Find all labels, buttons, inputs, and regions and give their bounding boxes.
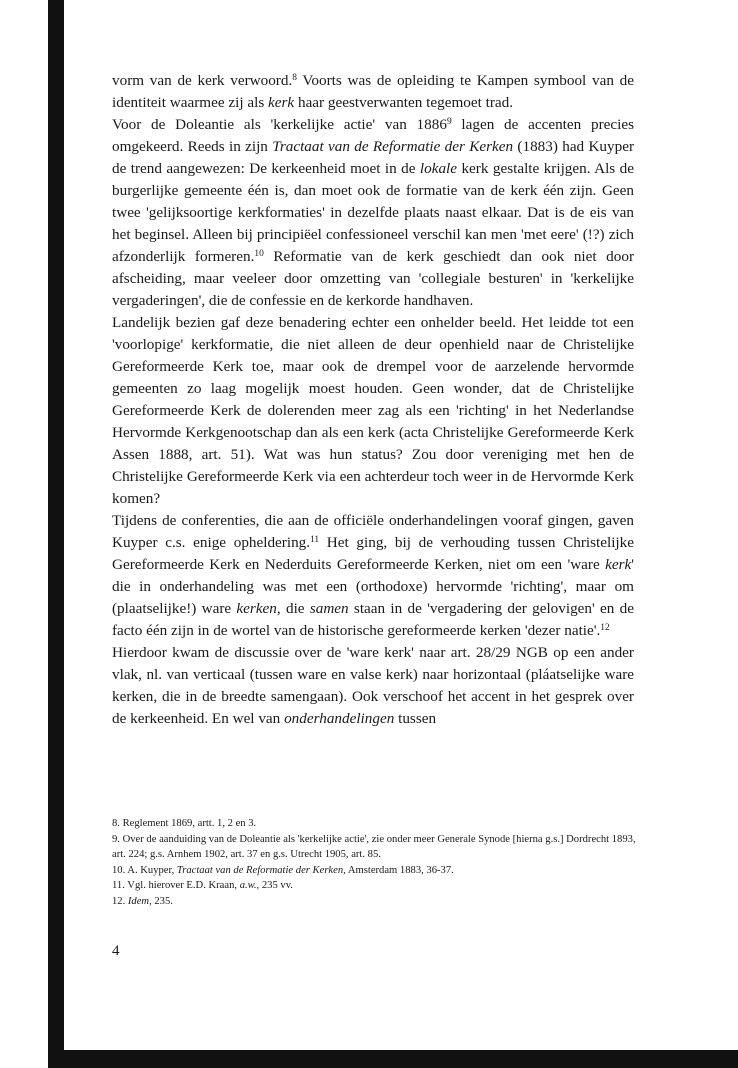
paragraph xyxy=(112,642,634,730)
footnote-ref: 11 xyxy=(310,534,320,545)
footnote xyxy=(112,863,652,879)
text-run: (1883) had Kuyper de trend aangewezen: De kerkeenheid moet in de xyxy=(112,138,635,177)
italic-text: Tractaat van de Reformatie der Kerken, xyxy=(176,864,346,876)
italic-text: kerken xyxy=(236,600,277,617)
text-run: haar geestverwanten tegemoet trad. xyxy=(294,94,514,111)
footnote xyxy=(112,816,652,832)
footnote-ref: 10 xyxy=(254,248,264,259)
text-run: 11. Vgl. hierover E.D. Kraan, xyxy=(112,880,240,891)
footnote xyxy=(112,894,652,910)
text-run: tussen xyxy=(394,710,437,727)
text-run: Voorts was de opleiding te Kampen symbool van de identiteit waarmee zij als xyxy=(112,72,634,111)
text-run: vorm van de kerk verwoord. xyxy=(112,72,293,89)
footnote xyxy=(112,832,652,863)
italic-text: Idem, xyxy=(127,895,152,907)
text-run: 12. xyxy=(112,895,128,907)
italic-text: kerk xyxy=(268,94,295,111)
text-run: 10. A. Kuyper, xyxy=(112,864,177,876)
text-run: Tijdens de conferenties, die aan de officiële onderhandelingen vooraf gingen, gaven Kuyper c.s. enige opheldering. xyxy=(112,512,634,551)
italic-text: lokale xyxy=(419,160,458,177)
text-run: Voor de Doleantie als 'kerkelijke actie' van 1886 xyxy=(112,116,447,133)
italic-text: onderhandelingen xyxy=(284,710,395,727)
text-run: 8. Reglement 1869, artt. 1, 2 en 3. xyxy=(112,818,257,829)
text-run: lagen de accenten precies omgekeerd. Reeds in zijn xyxy=(112,116,634,155)
footnote-ref: 8 xyxy=(292,72,297,83)
footnote-ref: 12 xyxy=(600,622,610,633)
text-run: kerk gestalte krijgen. Als de burgerlijke gemeente één is, dan moet ook de formatie van de kerk één zijn. Geen twee 'gelijksoortige kerkformaties' in dezelfde plaats naast elkaar. Dat is de eis van het beginsel. Alleen bij principiëel confessioneel verschil kan men 'met eere' (!?) zich afzonderlijk formeren. xyxy=(112,160,634,265)
body-text xyxy=(112,70,634,730)
paragraph xyxy=(112,312,634,510)
italic-text: Tractaat van de Reformatie der Kerken xyxy=(272,138,514,155)
footnote xyxy=(112,878,652,894)
text-run: 235 vv. xyxy=(259,880,293,891)
text-run: staan in de 'vergadering der gelovigen' en de facto één zijn in de wortel van de historische gereformeerde kerken 'dezer natie'. xyxy=(112,600,634,639)
text-run: , die xyxy=(276,600,310,617)
footnote-ref: 9 xyxy=(446,116,452,127)
text-run: 235. xyxy=(151,895,173,907)
scan-border-left xyxy=(48,0,64,1068)
text-run: Reformatie van de kerk geschiedt dan ook niet door afscheiding, maar veeleer door omzetting van 'collegiale besturen' in 'kerkelijke vergaderingen', die de confessie en de kerkorde handhaven. xyxy=(112,248,635,309)
text-run: Landelijk bezien gaf deze benadering echter een onhelder beeld. Het leidde tot een 'voorlopige' kerkformatie, die niet alleen de deur openhield naar de Christelijke Gereformeerde Kerk toe, maar ook de drempel voor de aarzelende hervormde gemeenten zo laag mogelijk moest houden. Geen wonder, dat de Christelijke Gereformeerde Kerk de dolerenden meer zag als een 'richting' in het Nederlandse Hervormde Kerkgenootschap dan als een kerk (acta Christelijke Gereformeerde Kerk Assen 1888, art. 51). Wat was hun status? Zou door vereniging met hen de Christelijke Gereformeerde Kerk via een achterdeur toch weer in de Hervormde Kerk komen? xyxy=(112,314,634,507)
text-run: Het ging, bij de verhouding tussen Christelijke Gereformeerde Kerk en Nederduits Gereformeerde Kerken, niet om een 'ware xyxy=(112,534,634,573)
italic-text: a.w., xyxy=(239,880,260,891)
footnotes xyxy=(112,816,652,909)
text-run: Amsterdam 1883, 36-37. xyxy=(345,864,454,876)
scan-border-bottom xyxy=(48,1050,738,1068)
text-run: ' die in onderhandeling was met een (orthodoxe) hervormde 'richting', maar om (plaatselijke!) ware xyxy=(112,556,634,617)
text-run: Hierdoor kwam de discussie over de 'ware kerk' naar art. 28/29 NGB op een ander vlak, nl. van verticaal (tussen ware en valse kerk) naar horizontaal (pláatselijke ware kerken, die in de breedte samengaan). Ook verschoof het accent in het gesprek over de kerkeenheid. En wel van xyxy=(112,644,634,727)
paragraph xyxy=(112,510,634,642)
italic-text: kerk xyxy=(605,556,632,573)
paragraph xyxy=(112,114,634,312)
paragraph xyxy=(112,70,634,114)
italic-text: samen xyxy=(309,600,349,617)
text-run: 9. Over de aanduiding van de Doleantie als 'kerkelijke actie', zie onder meer Generale Synode [hierna g.s.] Dordrecht 1893, art. 224; g.s. Arnhem 1902, art. 37 en g.s. Utrecht 1905, art. 85. xyxy=(112,833,636,860)
page-number: 4 xyxy=(112,943,120,959)
